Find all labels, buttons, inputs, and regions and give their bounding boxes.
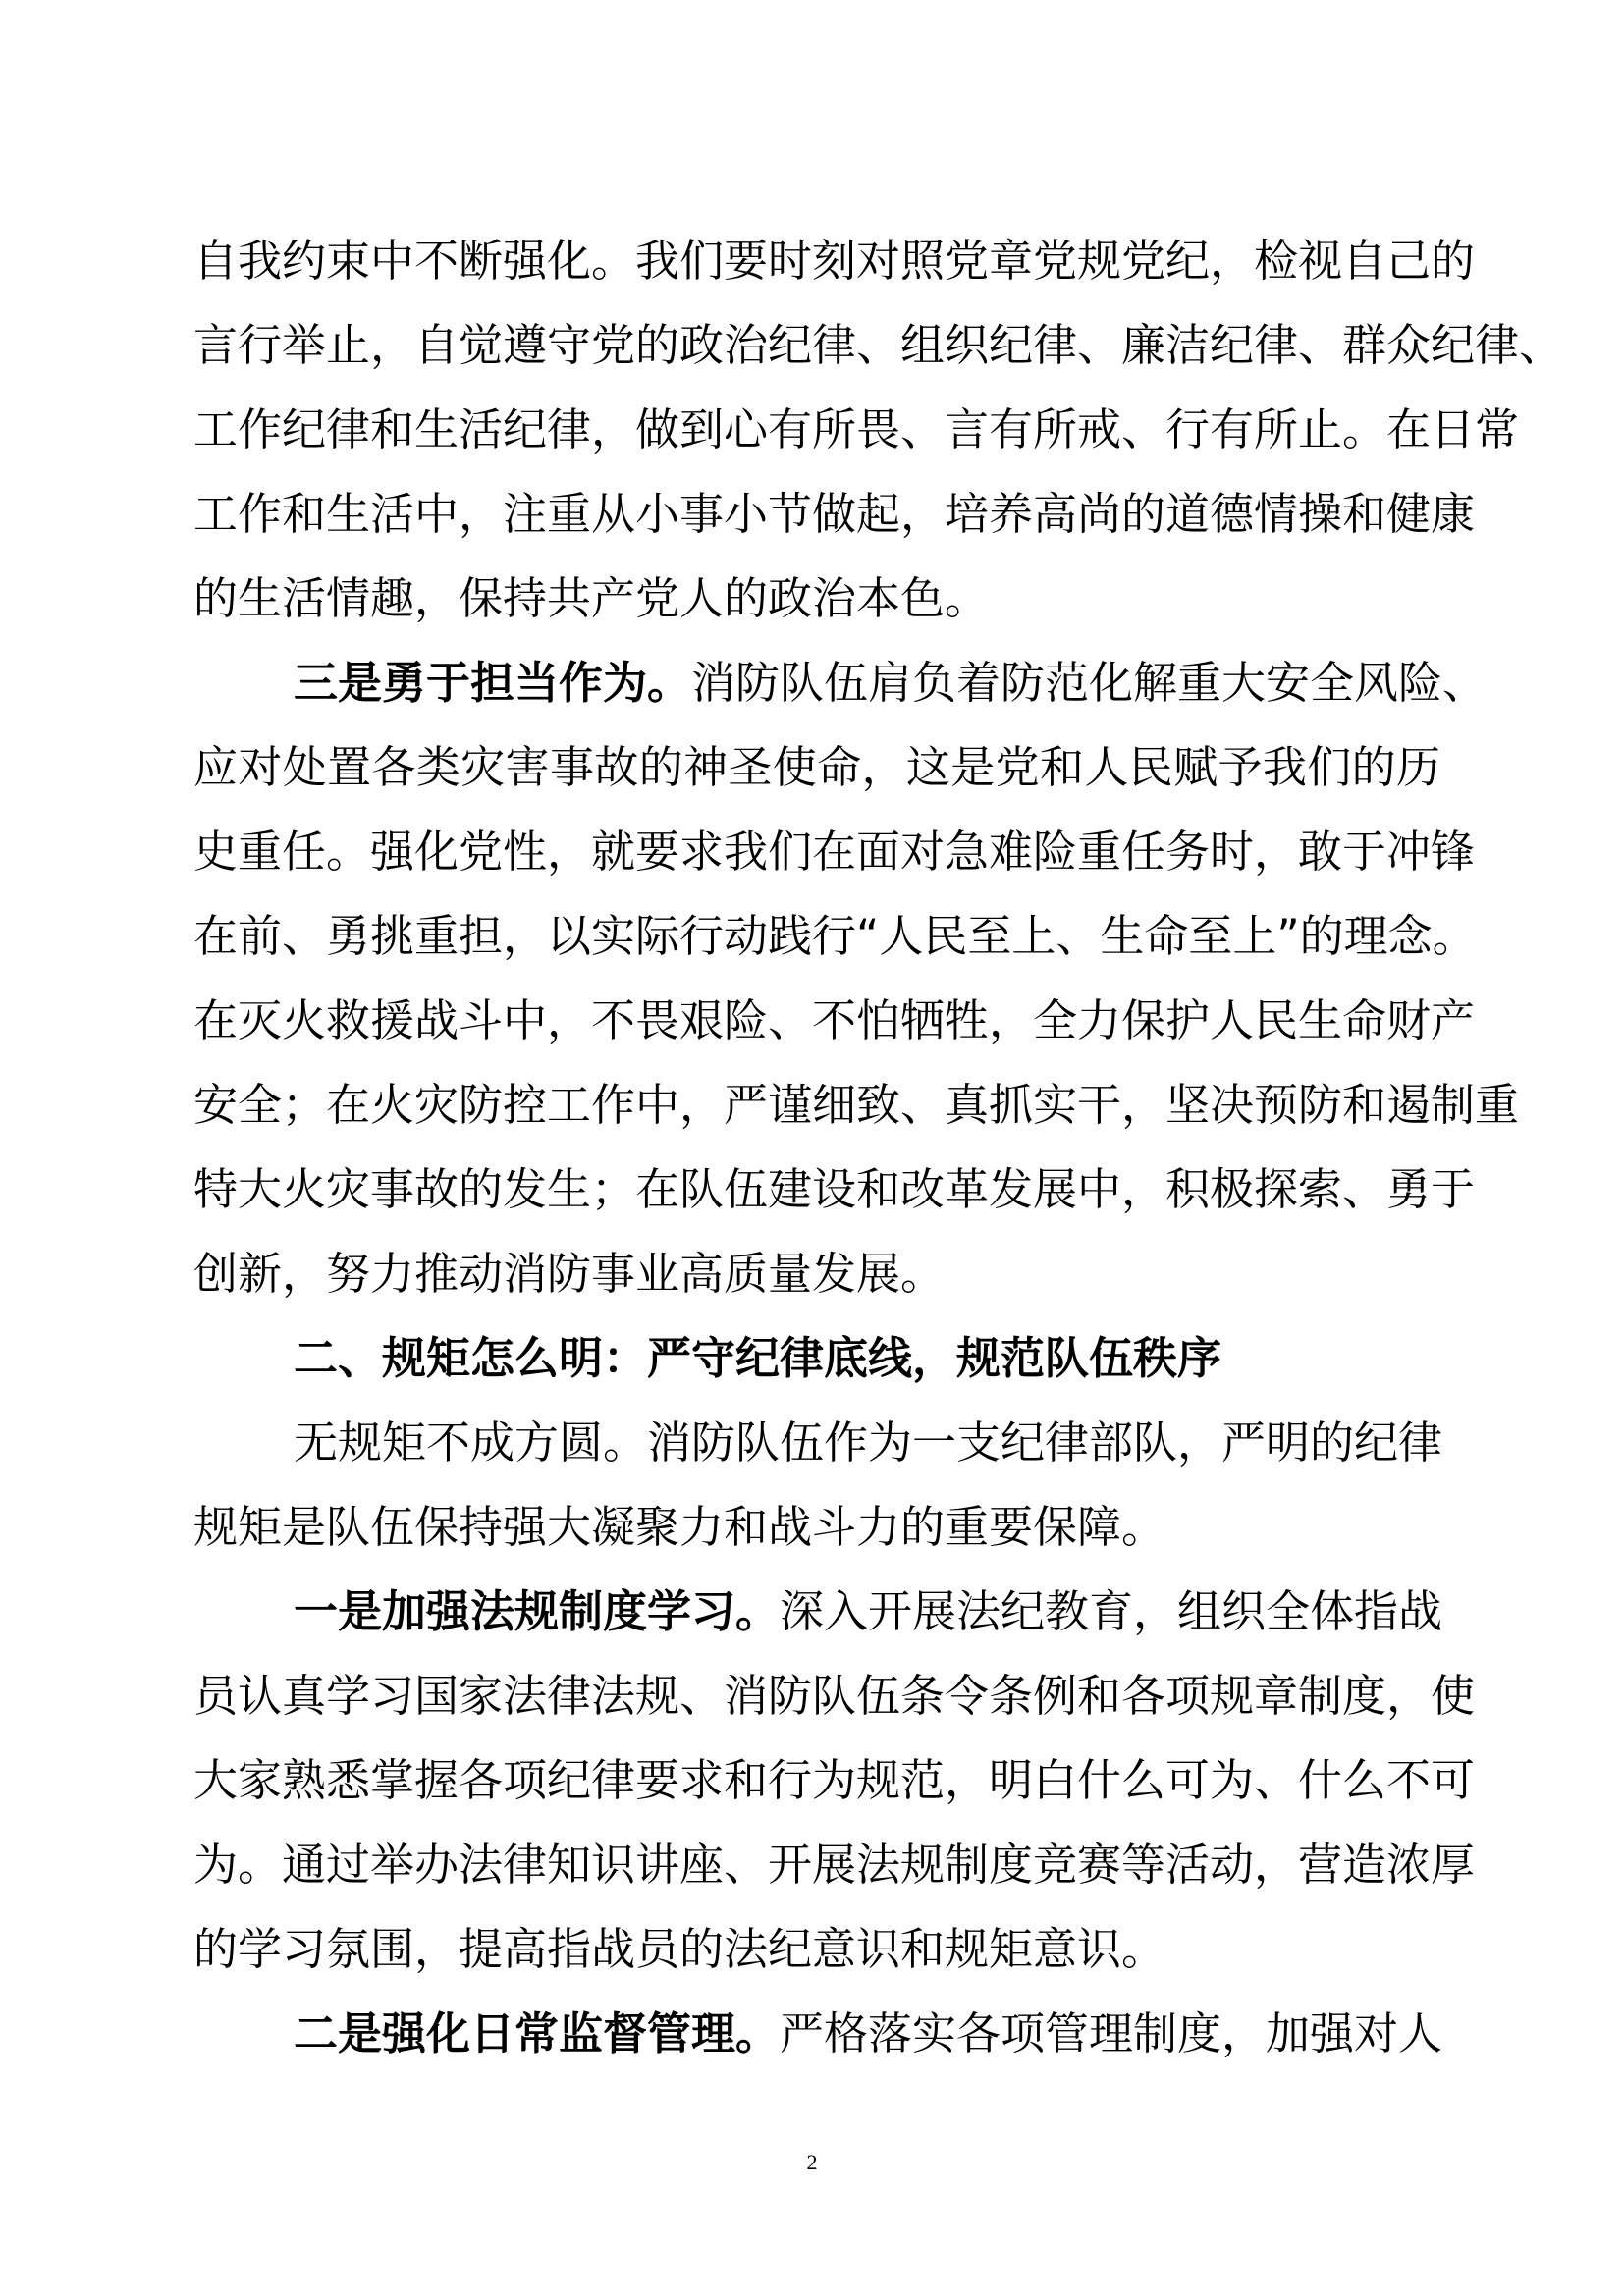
paragraph-lead: 三是勇于担当作为。 — [294, 657, 692, 709]
paragraph-first-line — [294, 1582, 1443, 1641]
section-heading: 二、规矩怎么明：严守纪律底线，规范队伍秩序 — [294, 1332, 1222, 1384]
paragraph-lead: 一是加强法规制度学习。 — [294, 1585, 781, 1637]
text-line: 特大火灾事故的发生；在队伍建设和改革发展中，积极探索、勇于 — [193, 1163, 1476, 1215]
text-line: 的生活情趣，保持共产党人的政治本色。 — [193, 572, 990, 624]
paragraph-text: 消防队伍肩负着防范化解重大安全风险、 — [691, 657, 1488, 709]
text-line: 工作和生活中，注重从小事小节做起，培养高尚的道德情操和健康 — [193, 488, 1476, 540]
text-line: 大家熟悉掌握各项纪律要求和行为规范，明白什么可为、什么不可 — [193, 1754, 1476, 1806]
text-line: 自我约束中不断强化。我们要时刻对照党章党规党纪，检视自己的 — [193, 235, 1476, 287]
text-line: 在灭火救援战斗中，不畏艰险、不怕牺牲，全力保护人民生命财产 — [193, 994, 1476, 1046]
text-line: 安全；在火灾防控工作中，严谨细致、真抓实干，坚决预防和遏制重 — [193, 1079, 1520, 1131]
paragraph-lead: 二是强化日常监督管理。 — [294, 2007, 781, 2059]
text-line: 的学习氛围，提高指战员的法纪意识和规矩意识。 — [193, 1923, 1166, 1975]
paragraph-text: 严格落实各项管理制度，加强对人 — [780, 2007, 1443, 2059]
page-number: 2 — [806, 2150, 818, 2174]
text-line: 规矩是队伍保持强大凝聚力和战斗力的重要保障。 — [193, 1501, 1166, 1553]
text-line: 无规矩不成方圆。消防队伍作为一支纪律部队，严明的纪律 — [294, 1416, 1443, 1468]
text-line: 工作纪律和生活纪律，做到心有所畏、言有所戒、行有所止。在日常 — [193, 403, 1520, 455]
text-line: 史重任。强化党性，就要求我们在面对急难险重任务时，敢于冲锋 — [193, 826, 1476, 878]
text-line: 言行举止，自觉遵守党的政治纪律、组织纪律、廉洁纪律、群众纪律、 — [193, 319, 1564, 371]
text-line: 创新，努力推动消防事业高质量发展。 — [193, 1248, 946, 1300]
paragraph-text: 深入开展法纪教育，组织全体指战 — [780, 1585, 1443, 1637]
text-line: 在前、勇挑重担，以实际行动践行“人民至上、生命至上”的理念。 — [193, 910, 1477, 962]
paragraph-first-line — [294, 654, 1488, 713]
text-line: 应对处置各类灾害事故的神圣使命，这是党和人民赋予我们的历 — [193, 741, 1440, 793]
text-line: 员认真学习国家法律法规、消防队伍条令条例和各项规章制度，使 — [193, 1670, 1476, 1722]
paragraph-first-line — [294, 2004, 1443, 2063]
text-line: 为。通过举办法律知识讲座、开展法规制度竞赛等活动，营造浓厚 — [193, 1839, 1476, 1891]
